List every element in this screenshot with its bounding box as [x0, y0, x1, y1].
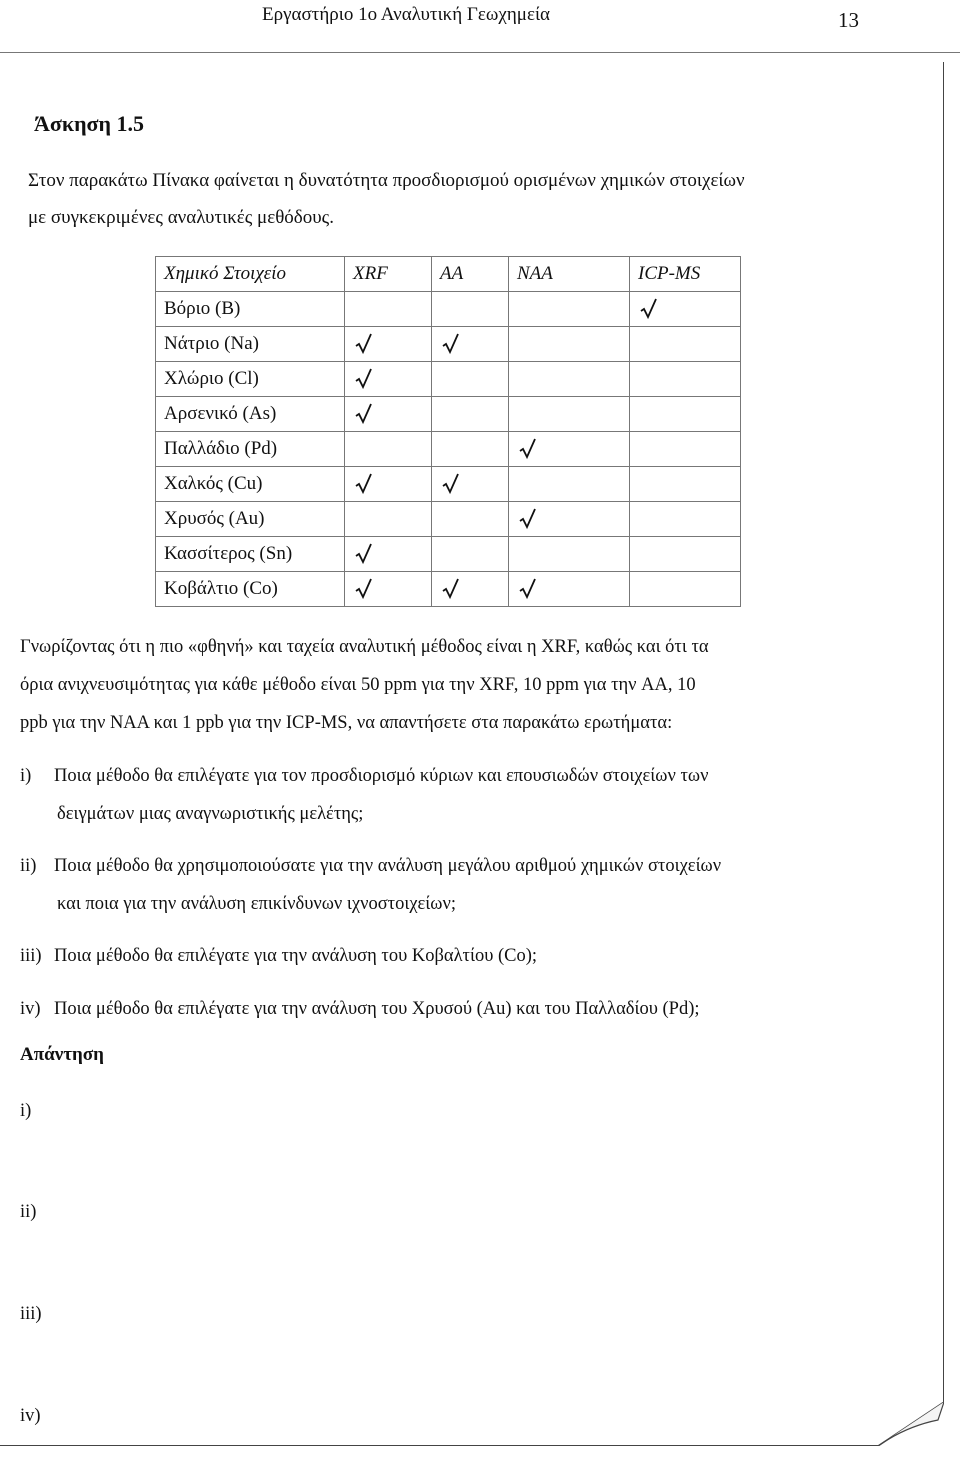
exercise-title: Άσκηση 1.5 [34, 111, 145, 136]
table-row [156, 502, 741, 537]
table-row [156, 537, 741, 572]
page-curl-corner [878, 1402, 944, 1446]
header-title: Εργαστήριο 1ο Αναλυτική Γεωχημεία [262, 4, 551, 25]
method-cell [509, 467, 630, 502]
method-cell [345, 572, 432, 607]
method-cell [345, 502, 432, 537]
method-cell [432, 572, 509, 607]
method-cell [345, 432, 432, 467]
table-header-cell: Χημικό Στοιχείο [156, 257, 345, 292]
method-cell [509, 502, 630, 537]
method-cell [432, 362, 509, 397]
method-cell [509, 432, 630, 467]
table-row [156, 292, 741, 327]
exercise-intro [28, 162, 928, 236]
table-header-cell: XRF [345, 257, 432, 292]
answer-heading: Απάντηση [20, 1044, 104, 1065]
method-cell [509, 572, 630, 607]
check-mark-icon [355, 368, 373, 390]
question-text: Ποια μέθοδο θα χρησιμοποιούσατε για την ανάλυση μεγάλου αριθμού χημικών στοιχείων [54, 856, 722, 876]
element-name-cell: Χλώριο (Cl) [156, 362, 345, 397]
method-cell [432, 432, 509, 467]
element-name-cell: Νάτριο (Na) [156, 327, 345, 362]
table-row [156, 467, 741, 502]
element-name-cell: Κασσίτερος (Sn) [156, 537, 345, 572]
check-mark-icon [519, 508, 537, 530]
method-cell [432, 537, 509, 572]
method-cell [630, 292, 741, 327]
method-cell [509, 362, 630, 397]
check-mark-icon [519, 438, 537, 460]
method-cell [345, 537, 432, 572]
question-text: Ποια μέθοδο θα επιλέγατε για την ανάλυση του Κοβαλτίου (Co); [54, 946, 538, 966]
intro-line-2: με συγκεκριμένες αναλυτικές μεθόδους. [28, 207, 334, 228]
table-header-cell: AA [432, 257, 509, 292]
page-header [0, 0, 960, 62]
method-cell [509, 397, 630, 432]
intro-line-1: Στον παρακάτω Πίνακα φαίνεται η δυνατότητα προσδιορισμού ορισμένων χημικών στοιχείων [28, 170, 745, 191]
method-cell [432, 327, 509, 362]
method-cell [345, 362, 432, 397]
question-text-continued: και ποια για την ανάλυση επικίνδυνων ιχνοστοιχείων; [57, 894, 456, 914]
method-cell [630, 537, 741, 572]
question-text: Ποια μέθοδο θα επιλέγατε για τον προσδιορισμό κύριων και επουσιωδών στοιχείων των [54, 766, 709, 786]
question-label: ii) [20, 856, 37, 876]
element-name-cell: Χρυσός (Au) [156, 502, 345, 537]
method-cell [630, 362, 741, 397]
check-mark-icon [519, 578, 537, 600]
method-cell [345, 292, 432, 327]
method-cell [630, 432, 741, 467]
table-header-row [156, 257, 741, 292]
question-item [20, 990, 935, 1028]
instructions-paragraph [20, 628, 935, 742]
check-mark-icon [355, 403, 373, 425]
table-row [156, 327, 741, 362]
method-cell [630, 572, 741, 607]
method-cell [432, 467, 509, 502]
check-mark-icon [355, 578, 373, 600]
question-item [20, 847, 935, 923]
method-cell [630, 502, 741, 537]
answer-label: i) [20, 1101, 32, 1121]
method-cell [630, 397, 741, 432]
table-header-cell: NAA [509, 257, 630, 292]
method-cell [432, 292, 509, 327]
element-name-cell: Αρσενικό (As) [156, 397, 345, 432]
method-cell [345, 397, 432, 432]
check-mark-icon [355, 473, 373, 495]
element-name-cell: Παλλάδιο (Pd) [156, 432, 345, 467]
check-mark-icon [442, 333, 460, 355]
question-item [20, 937, 935, 975]
table-row [156, 397, 741, 432]
method-cell [630, 327, 741, 362]
question-label: i) [20, 766, 32, 786]
table-row [156, 362, 741, 397]
element-name-cell: Χαλκός (Cu) [156, 467, 345, 502]
table-body [156, 292, 741, 607]
methods-table [155, 256, 741, 607]
answer-label: iv) [20, 1406, 41, 1426]
element-name-cell: Κοβάλτιο (Co) [156, 572, 345, 607]
check-mark-icon [442, 473, 460, 495]
answer-label: ii) [20, 1202, 37, 1222]
table-header-cell: ICP-MS [630, 257, 741, 292]
method-cell [509, 537, 630, 572]
method-cell [509, 292, 630, 327]
method-cell [345, 327, 432, 362]
table-row [156, 572, 741, 607]
element-name-cell: Βόριο (B) [156, 292, 345, 327]
method-cell [509, 327, 630, 362]
method-cell [432, 502, 509, 537]
method-cell [345, 467, 432, 502]
header-divider [0, 52, 960, 53]
paragraph-line-3: ppb για την NAA και 1 ppb για την ICP-MS, να απαντήσετε στα παρακάτω ερωτήματα: [20, 713, 673, 733]
method-cell [432, 397, 509, 432]
paragraph-line-2: όρια ανιχνευσιμότητας για κάθε μέθοδο είναι 50 ppm για την XRF, 10 ppm για την AA, 10 [20, 675, 696, 695]
method-cell [630, 467, 741, 502]
check-mark-icon [355, 543, 373, 565]
check-mark-icon [355, 333, 373, 355]
page-number: 13 [838, 8, 859, 32]
check-mark-icon [442, 578, 460, 600]
question-label: iv) [20, 999, 41, 1019]
question-text: Ποια μέθοδο θα επιλέγατε για την ανάλυση του Χρυσού (Au) και του Παλλαδίου (Pd); [54, 999, 700, 1019]
table-row [156, 432, 741, 467]
question-text-continued: δειγμάτων μιας αναγνωριστικής μελέτης; [57, 804, 364, 824]
question-label: iii) [20, 946, 42, 966]
answer-label: iii) [20, 1304, 42, 1324]
paragraph-line-1: Γνωρίζοντας ότι η πιο «φθηνή» και ταχεία αναλυτική μέθοδος είναι η XRF, καθώς και ότι τα [20, 637, 709, 657]
check-mark-icon [640, 298, 658, 320]
question-item [20, 757, 935, 833]
